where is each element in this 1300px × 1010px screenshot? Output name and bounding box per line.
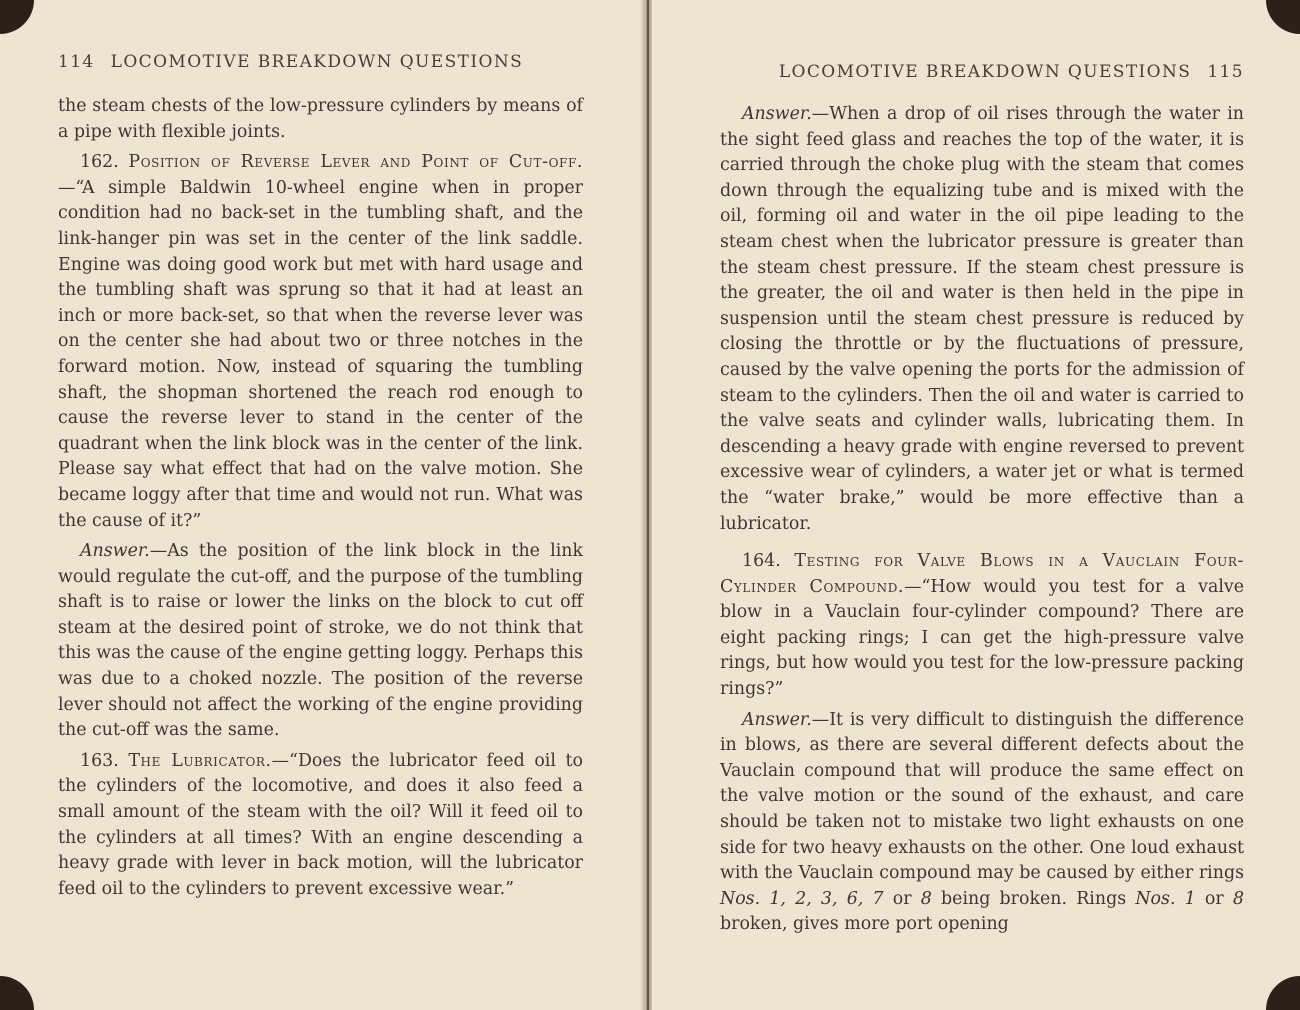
answer-164-nos-1: Nos. 1, 2, 3, 6, 7 [720,888,884,909]
left-running-head [58,52,583,72]
right-page-text [720,102,1244,938]
answer-162-text: —As the position of the link block in the link would regulate the cut-off, and the purpose of the tumbling shaft is to raise or lower the links on the block to cut off steam at the desired point of stroke, we do not think that this was the cause of the engine getting loggy. Perhaps this was due to a choked nozzle. The position of the reverse lever should not affect the working of the engine providing the cut-off was the same. [58,541,583,741]
answer-164-or-1: or [883,888,921,909]
continued-paragraph: the steam chests of the low-pressure cylinders by means of a pipe with flexible joints. [58,96,583,142]
question-163 [58,749,583,903]
answer-164-or-2: or [1195,888,1233,909]
right-page-number: 115 [1207,62,1244,82]
answer-164-num-8a: 8 [920,888,932,909]
answer-164-label: Answer. [742,709,812,730]
answer-164-nos-2: Nos. 1 [1135,888,1196,909]
question-164-text: —“How would you test for a valve blow in a Vauclain four-cylinder compound? There are eight packing rings; I can get the high-pressure valve rings, but how would you test for the low-pressure packing rings?” [720,576,1244,700]
question-164 [720,549,1244,703]
question-164-heading: Testing for Valve Blows in a Vauclain Four-Cylinder Compound. [720,551,1245,597]
left-page-number: 114 [58,52,95,72]
left-running-title: LOCOMOTIVE BREAKDOWN QUESTIONS [110,52,524,72]
question-164-number: 164. [742,551,781,572]
answer-164 [720,708,1244,938]
answer-162-label: Answer. [80,541,150,562]
answer-162 [58,539,583,744]
question-163-heading: The Lubricator. [128,750,272,771]
answer-163-label: Answer. [742,104,812,124]
right-running-head [720,62,1244,82]
answer-164-text-1: —It is very difficult to distinguish the difference in blows, as there are several different defects about the Vauclain compound that will produce the same effect on the valve motion or the sound of the exhaust, and care should be taken not to mistake two light exhausts on one side for two heavy exhausts on the other. One loud exhaust with the Vauclain compound may be caused by either rings [720,709,1244,884]
answer-163-text: —When a drop of oil rises through the water in the sight feed glass and reaches the top of the water, it is carried through the choke plug with the steam that comes down through the equalizing tube and is mixed with the oil, forming oil and water in the oil pipe leading to the steam chest when the lubricator pressure is greater than the steam chest pressure. If the steam chest pressure is the greater, the oil and water is then held in the pipe in suspension until the steam chest pressure is reduced by closing the throttle or by the fluctuations of pressure, caused by the valve opening the ports for the admission of steam to the cylinders. Then the oil and water is carried to the valve seats and cylinder walls, lubricating them. In descending a heavy grade with engine reversed to prevent excessive wear of cylinders, a water jet or what is termed the “water brake,” would be more effective than a lubricator. [720,104,1244,534]
answer-164-text-2: being broken. Rings [931,888,1136,909]
question-163-number: 163. [80,750,119,771]
right-page [652,0,1300,1010]
right-running-title: LOCOMOTIVE BREAKDOWN QUESTIONS [778,62,1192,82]
question-162-text: —“A simple Baldwin 10-wheel engine when in proper condition had no back-set in the tumbling shaft, and the link-hanger pin was set in the center of the link saddle. Engine was doing good work but met with hard usage and the tumbling shaft was sprung so that it had at least an inch or more back-set, so that when the reverse lever was on the center she had about two or three notches in the forward motion. Now, instead of squaring the tumbling shaft, the shopman shortened the reach rod enough to cause the reverse lever to stand in the center of the quadrant when the link block was in the center of the link. Please say what effect that had on the valve motion. She became loggy after that time and would not run. What was the cause of it?” [58,177,583,531]
question-162 [58,150,583,534]
answer-164-text-3: broken, gives more port opening [720,914,1009,935]
answer-164-num-8b: 8 [1232,888,1244,909]
answer-163 [720,102,1244,537]
question-162-number: 162. [80,152,119,173]
question-162-heading: Position of Reverse Lever and Point of Cut-off. [128,152,583,173]
question-163-text: —“Does the lubricator feed oil to the cylinders of the locomotive, and does it also feed a small amount of the steam with the oil? Will it feed oil to the cylinders at all times? With an engine descending a heavy grade with lever in back motion, will the lubricator feed oil to the cylinders to prevent excessive wear.” [58,750,583,899]
left-page-text [58,94,583,902]
left-page [0,0,645,1010]
